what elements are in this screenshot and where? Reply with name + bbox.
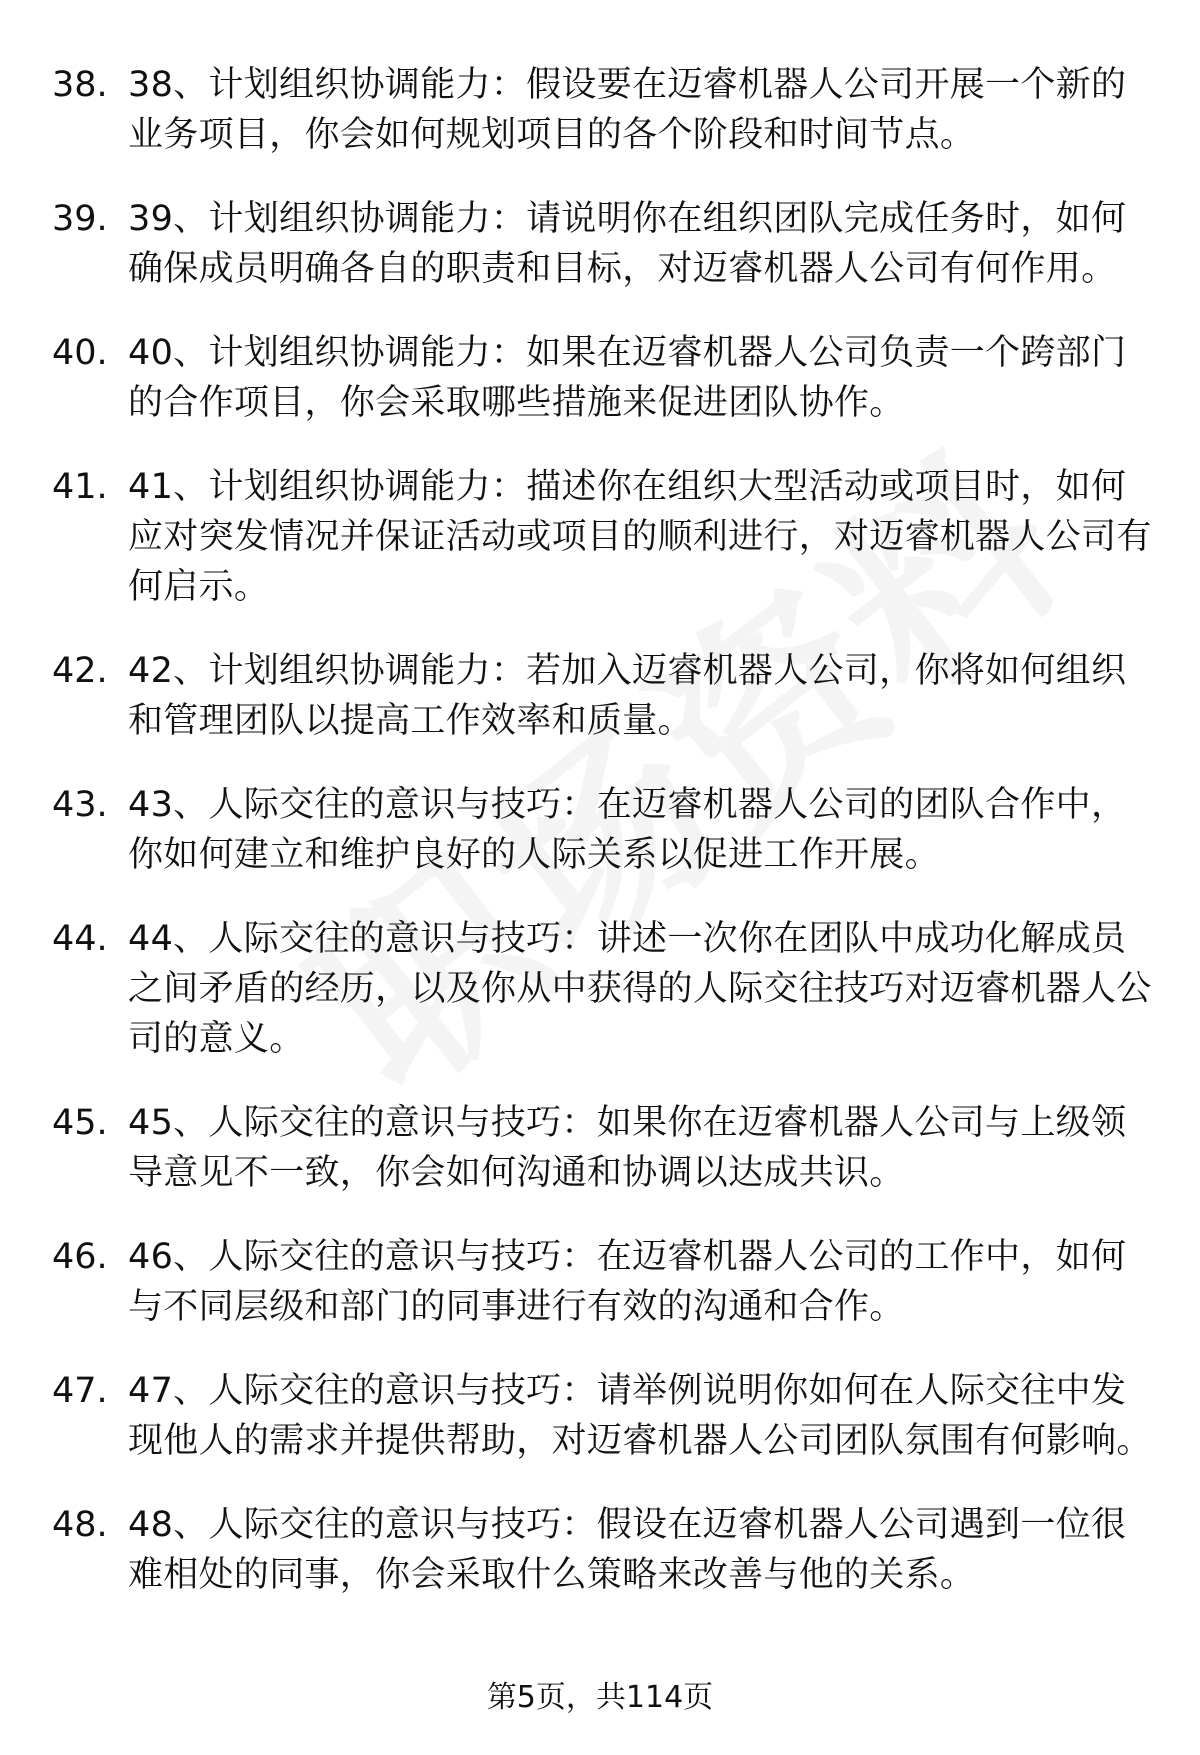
item-number: 46.	[52, 1237, 108, 1277]
list-item	[52, 780, 1152, 880]
item-number: 48.	[52, 1505, 108, 1545]
item-text: 39、计划组织协调能力：请说明你在组织团队完成任务时，如何确保成员明确各自的职责和目标，对迈睿机器人公司有何作用。	[128, 199, 1127, 289]
item-text: 46、人际交往的意识与技巧：在迈睿机器人公司的工作中，如何与不同层级和部门的同事进行有效的沟通和合作。	[128, 1237, 1127, 1327]
item-text: 43、人际交往的意识与技巧：在迈睿机器人公司的团队合作中，你如何建立和维护良好的人际关系以促进工作开展。	[128, 785, 1127, 875]
item-number: 43.	[52, 785, 108, 825]
item-text: 42、计划组织协调能力：若加入迈睿机器人公司，你将如何组织和管理团队以提高工作效率和质量。	[128, 651, 1127, 741]
item-number: 38.	[52, 65, 108, 105]
list-item	[52, 1232, 1152, 1332]
question-list	[52, 60, 1152, 1634]
item-text: 41、计划组织协调能力：描述你在组织大型活动或项目时，如何应对突发情况并保证活动或项目的顺利进行，对迈睿机器人公司有何启示。	[128, 467, 1152, 607]
item-text: 48、人际交往的意识与技巧：假设在迈睿机器人公司遇到一位很难相处的同事，你会采取什么策略来改善与他的关系。	[128, 1505, 1127, 1595]
list-item	[52, 194, 1152, 294]
item-text: 45、人际交往的意识与技巧：如果你在迈睿机器人公司与上级领导意见不一致，你会如何沟通和协调以达成共识。	[128, 1103, 1127, 1193]
list-item	[52, 328, 1152, 428]
item-number: 47.	[52, 1371, 108, 1411]
item-number: 41.	[52, 467, 108, 507]
list-item	[52, 1098, 1152, 1198]
item-text: 47、人际交往的意识与技巧：请举例说明你如何在人际交往中发现他人的需求并提供帮助，对迈睿机器人公司团队氛围有何影响。	[128, 1371, 1152, 1461]
item-text: 44、人际交往的意识与技巧：讲述一次你在团队中成功化解成员之间矛盾的经历，以及你从中获得的人际交往技巧对迈睿机器人公司的意义。	[128, 919, 1152, 1059]
item-number: 45.	[52, 1103, 108, 1143]
list-item	[52, 646, 1152, 746]
item-text: 40、计划组织协调能力：如果在迈睿机器人公司负责一个跨部门的合作项目，你会采取哪些措施来促进团队协作。	[128, 333, 1127, 423]
list-item	[52, 1500, 1152, 1600]
item-number: 40.	[52, 333, 108, 373]
list-item	[52, 1366, 1152, 1466]
page-footer: 第5页，共114页	[486, 1680, 714, 1715]
list-item	[52, 914, 1152, 1064]
item-number: 42.	[52, 651, 108, 691]
list-item	[52, 60, 1152, 160]
item-text: 38、计划组织协调能力：假设要在迈睿机器人公司开展一个新的业务项目，你会如何规划项目的各个阶段和时间节点。	[128, 65, 1127, 155]
list-item	[52, 462, 1152, 612]
item-number: 44.	[52, 919, 108, 959]
item-number: 39.	[52, 199, 108, 239]
